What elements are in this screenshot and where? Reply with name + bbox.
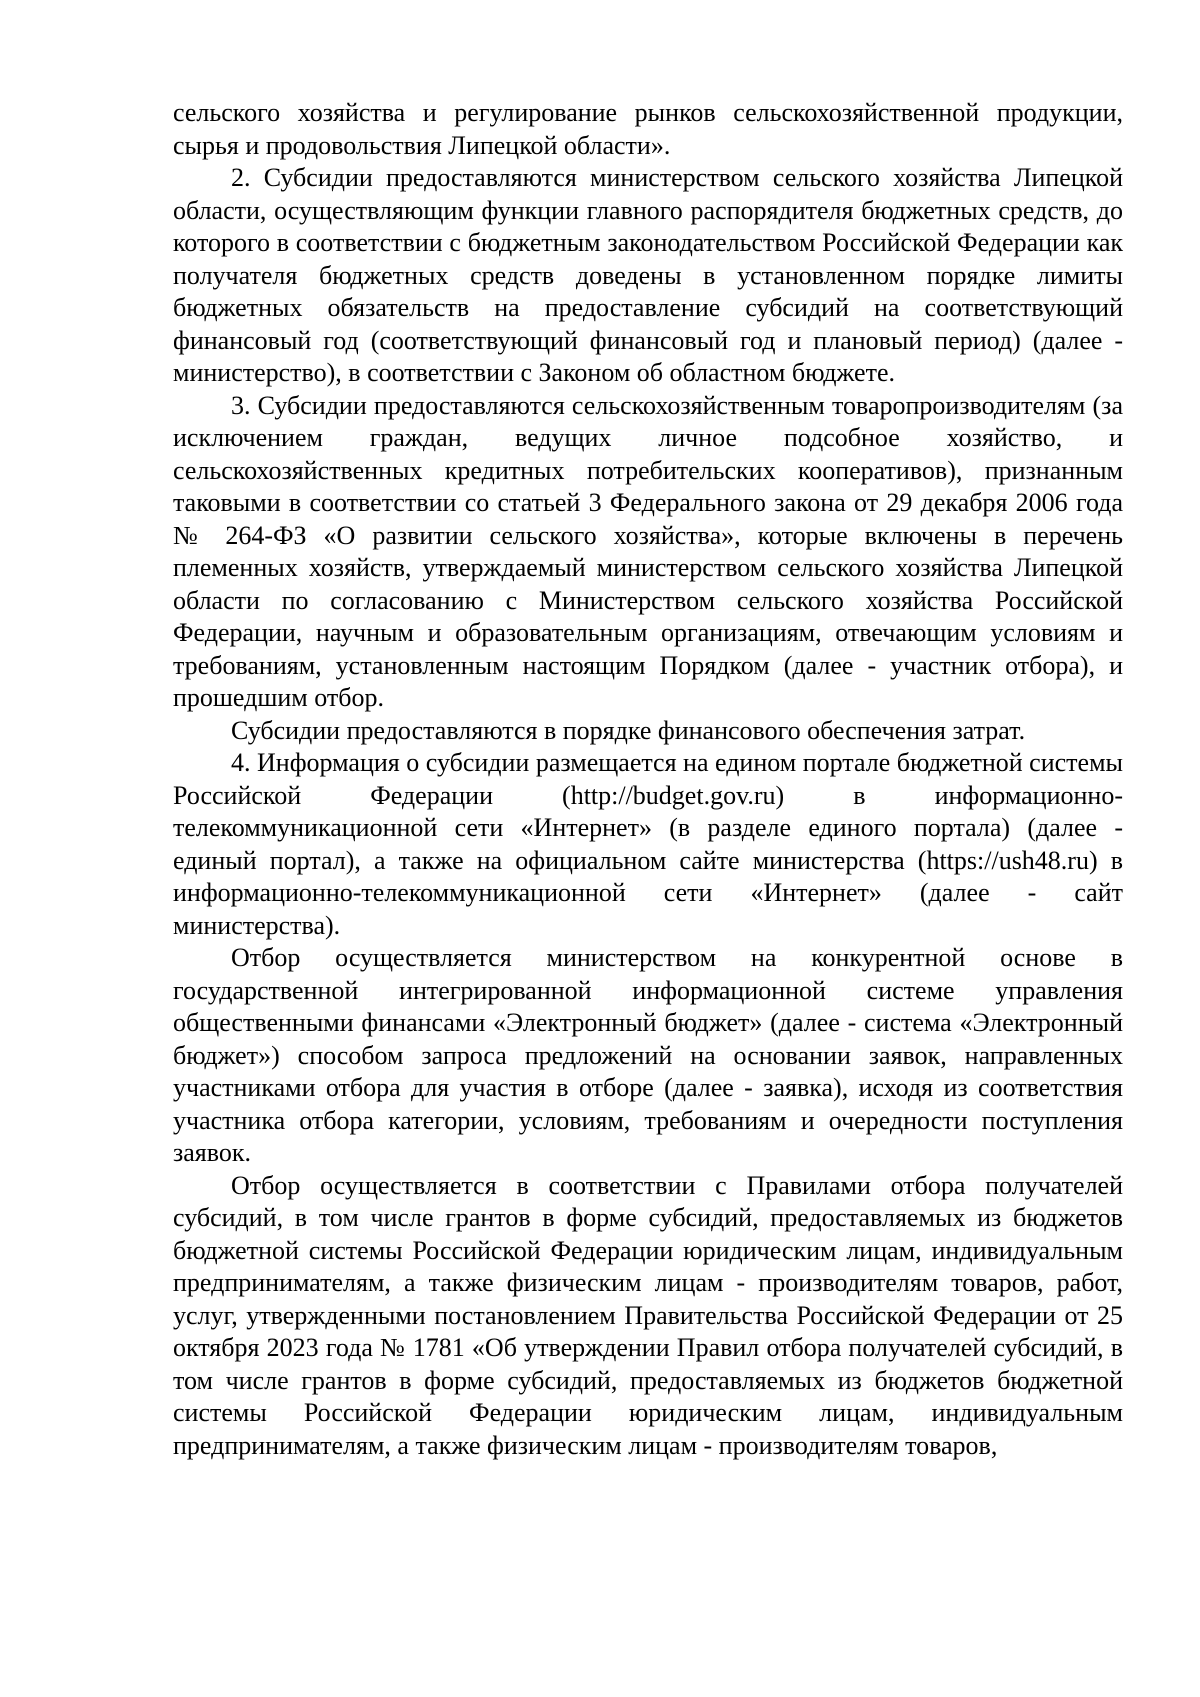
paragraph-continuation: сельского хозяйства и регулирование рынков сельскохозяйственной продукции, сырья и продовольствия Липецкой области». bbox=[173, 98, 1123, 160]
paragraph-item-2: 2. Субсидии предоставляются министерством сельского хозяйства Липецкой области, осуществляющим функции главного распорядителя бюджетных средств, до которого в соответствии с бюджетным законодательством Российской Федерации как получателя бюджетных средств доведены в установленном порядке лимиты бюджетных обязательств на предоставление субсидий на соответствующий финансовый год (соответствующий финансовый год и плановый период) (далее - министерство), в соответствии с Законом об областном бюджете. bbox=[173, 163, 1123, 387]
paragraph-selection-rules: Отбор осуществляется в соответствии с Правилами отбора получателей субсидий, в том числе грантов в форме субсидий, предоставляемых из бюджетов бюджетной системы Российской Федерации юридическим лицам, индивидуальным предпринимателям, а также физическим лицам - производителям товаров, работ, услуг, утвержденными постановлением Правительства Российской Федерации от 25 октября 2023 года № 1781 «Об утверждении Правил отбора получателей субсидий, в том числе грантов в форме субсидий, предоставляемых из бюджетов бюджетной системы Российской Федерации юридическим лицам, индивидуальным предпринимателям, а также физическим лицам - производителям товаров, bbox=[173, 1170, 1123, 1460]
paragraph-selection-system: Отбор осуществляется министерством на конкурентной основе в государственной интегрированной информационной системе управления общественными финансами «Электронный бюджет» (далее - система «Электронный бюджет») способом запроса предложений на основании заявок, направленных участниками отбора для участия в отборе (далее - заявка), исходя из соответствия участника отбора категории, условиям, требованиям и очередности поступления заявок. bbox=[173, 943, 1123, 1167]
document-page bbox=[173, 97, 1123, 1462]
paragraph-item-3: 3. Субсидии предоставляются сельскохозяйственным товаропроизводителям (за исключением граждан, ведущих личное подсобное хозяйство, и сельскохозяйственных кредитных потребительских кооперативов), признанным таковыми в соответствии со статьей 3 Федерального закона от 29 декабря 2006 года № 264-ФЗ «О развитии сельского хозяйства», которые включены в перечень племенных хозяйств, утверждаемый министерством сельского хозяйства Липецкой области по согласованию с Министерством сельского хозяйства Российской Федерации, научным и образовательным организациям, отвечающим условиям и требованиям, установленным настоящим Порядком (далее - участник отбора), и прошедшим отбор. bbox=[173, 390, 1123, 712]
paragraph-financing: Субсидии предоставляются в порядке финансового обеспечения затрат. bbox=[231, 715, 1026, 745]
paragraph-item-4: 4. Информация о субсидии размещается на едином портале бюджетной системы Российской Федерации (http://budget.gov.ru) в информационно-телекоммуникационной сети «Интернет» (в разделе единого портала) (далее - единый портал), а также на официальном сайте министерства (https://ush48.ru) в информационно-телекоммуникационной сети «Интернет» (далее - сайт министерства). bbox=[173, 748, 1123, 940]
